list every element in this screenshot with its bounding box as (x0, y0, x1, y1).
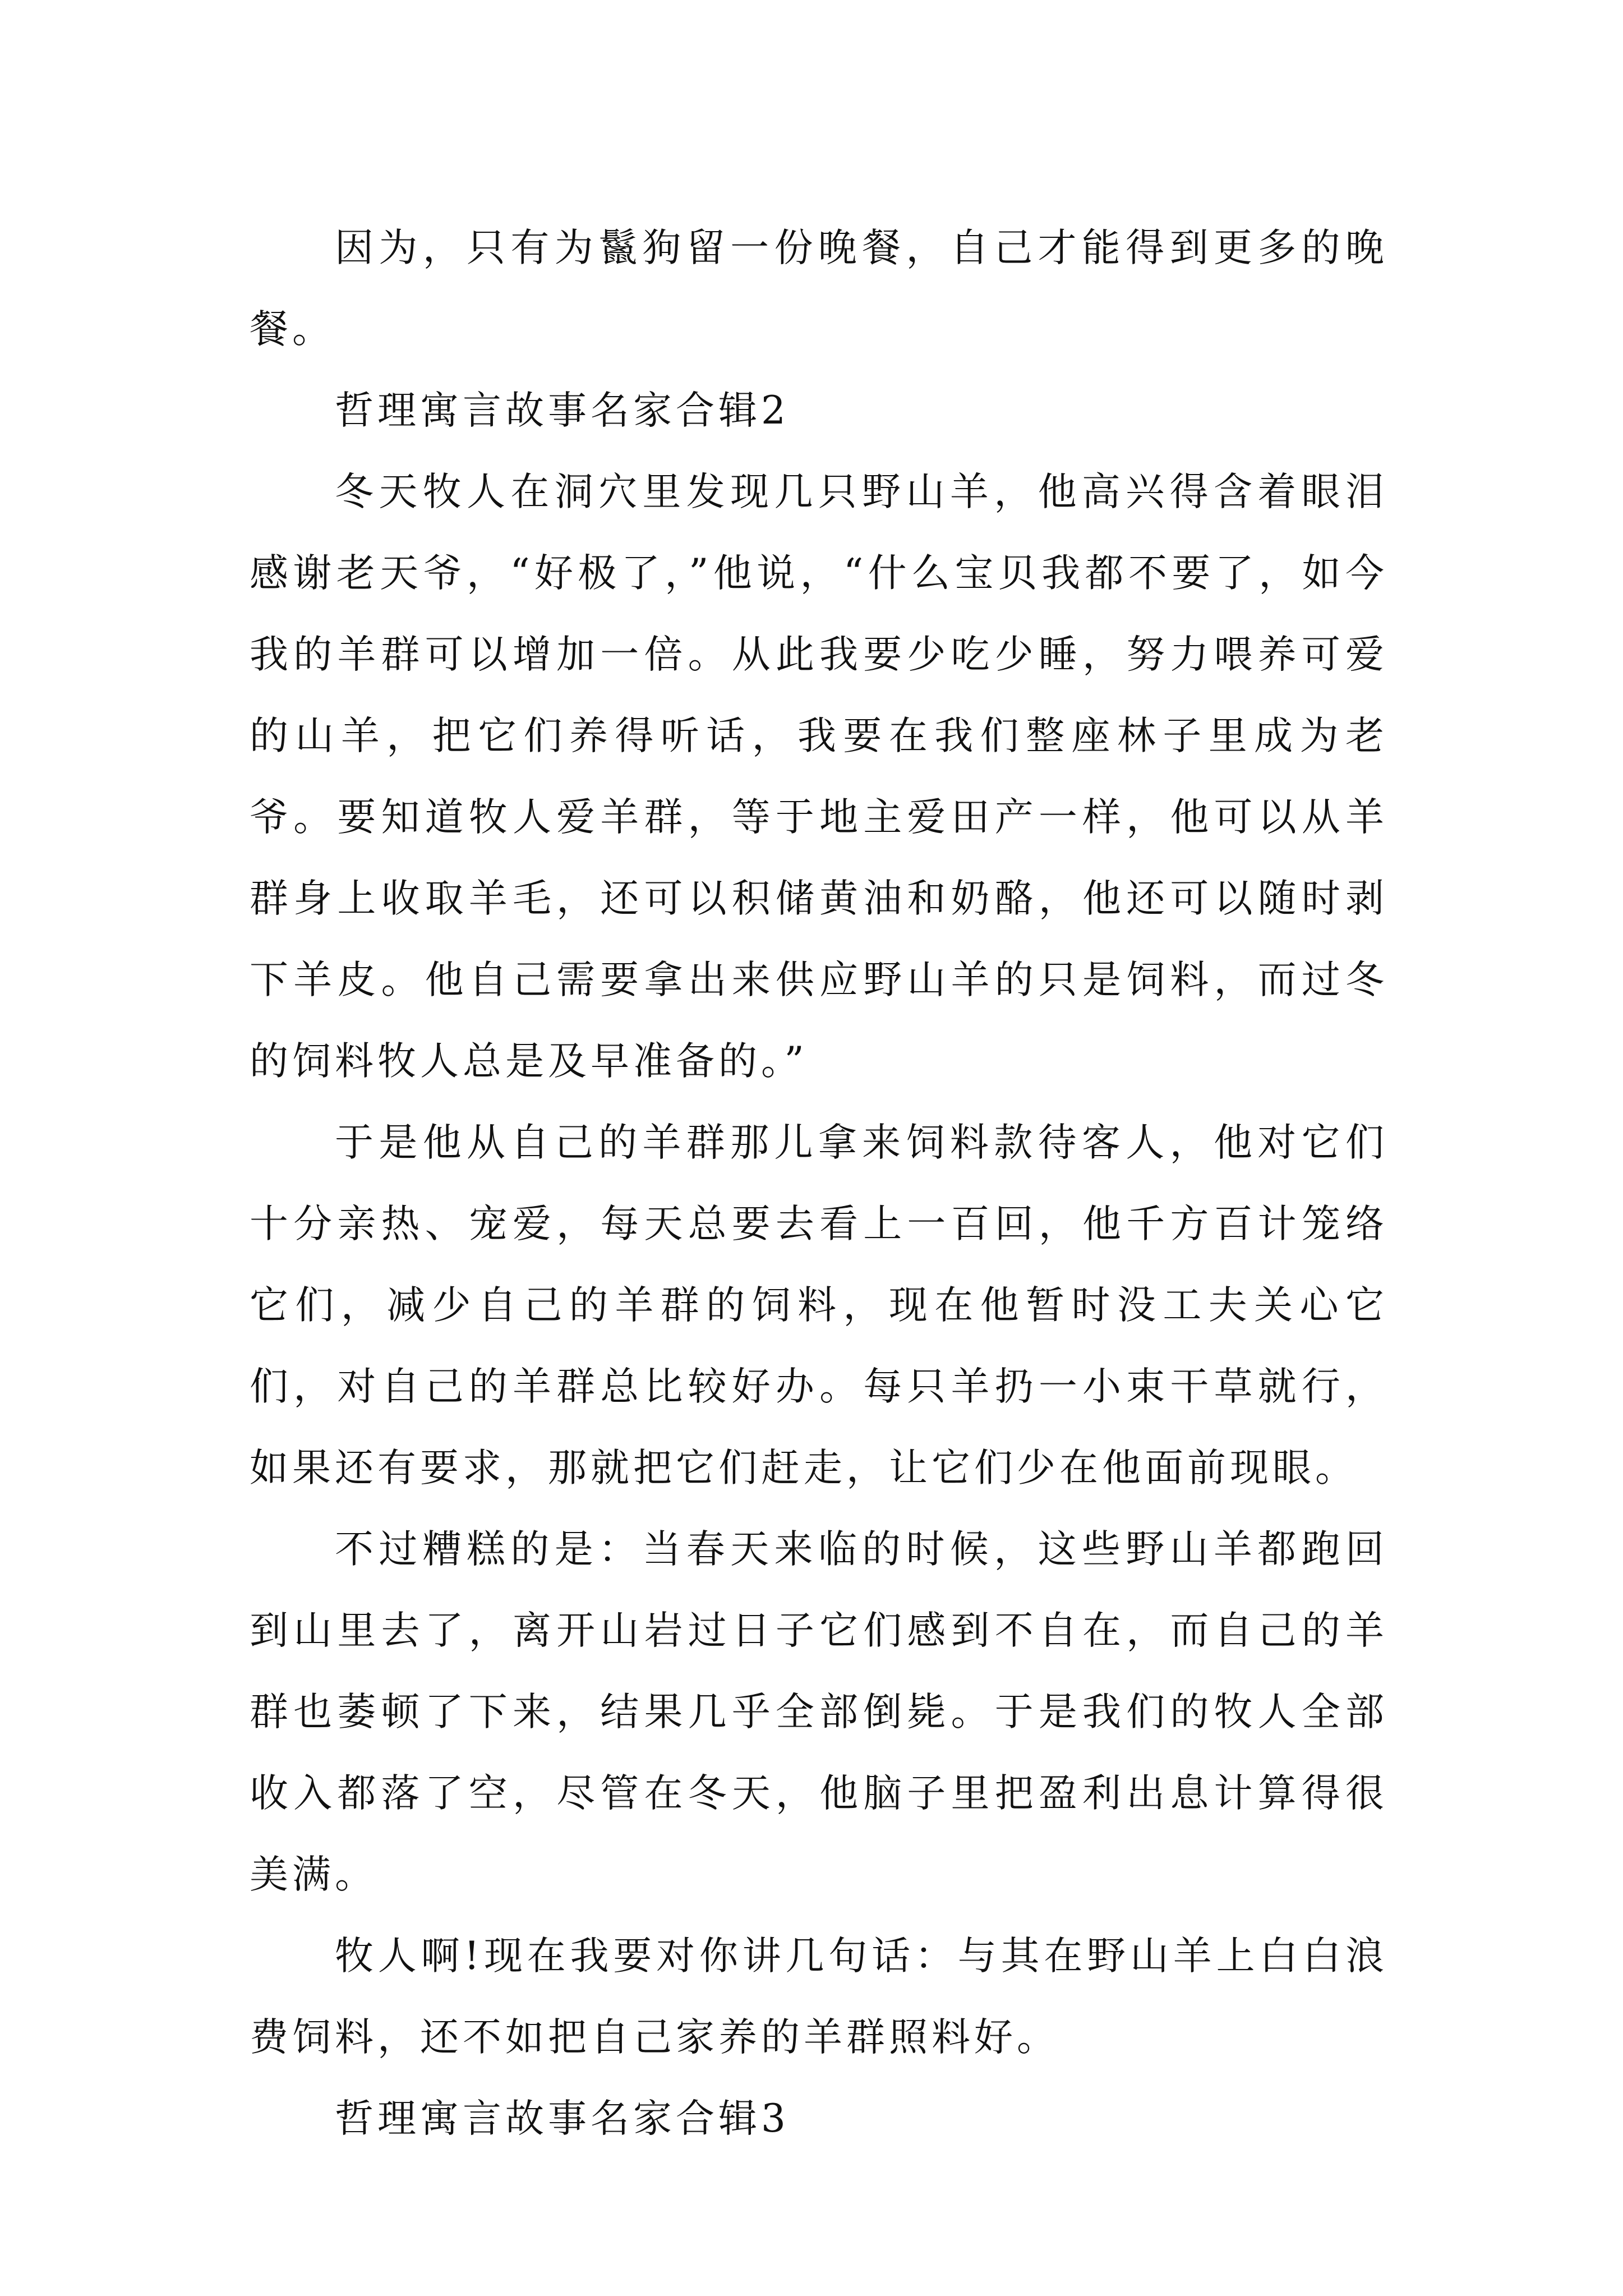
paragraph-conclusion: 因为，只有为鬣狗留一份晚餐，自己才能得到更多的晚餐。 (250, 226, 1388, 352)
paragraph-moral: 牧人啊!现在我要对你讲几句话：与其在野山羊上白白浪费饲料，还不如把自己家养的羊群照料好。 (250, 1934, 1388, 2060)
paragraph-spring-outcome: 不过糟糕的是：当春天来临的时候，这些野山羊都跑回到山里去了，离开山岩过日子它们感到不自在，而自己的羊群也萎顿了下来，结果几乎全部倒毙。于是我们的牧人全部收入都落了空，尽管在冬天，他脑子里把盈利出息计算得很美满。 (250, 1527, 1388, 1897)
paragraph-shepherd-finds-goats: 冬天牧人在洞穴里发现几只野山羊，他高兴得含着眼泪感谢老天爷，“好极了，”他说，“什么宝贝我都不要了，如今我的羊群可以增加一倍。从此我要少吃少睡，努力喂养可爱的山羊，把它们养得听话，我要在我们整座林子里成为老爷。要知道牧人爱羊群，等于地主爱田产一样，他可以从羊群身上收取羊毛，还可以积储黄油和奶酪，他还可以随时剥下羊皮。他自己需要拿出来供应野山羊的只是饲料，而过冬的饲料牧人总是及早准备的。” (250, 470, 1388, 1084)
document-body (250, 208, 1388, 2160)
section-heading-2: 哲理寓言故事名家合辑2 (335, 388, 790, 433)
paragraph-feeding-guests: 于是他从自己的羊群那儿拿来饲料款待客人，他对它们十分亲热、宠爱，每天总要去看上一百回，他千方百计笼络它们，减少自己的羊群的饲料，现在他暂时没工夫关心它们，对自己的羊群总比较好办。每只羊扔一小束干草就行，如果还有要求，那就把它们赶走，让它们少在他面前现眼。 (250, 1120, 1388, 1490)
section-heading-3: 哲理寓言故事名家合辑3 (335, 2096, 790, 2141)
